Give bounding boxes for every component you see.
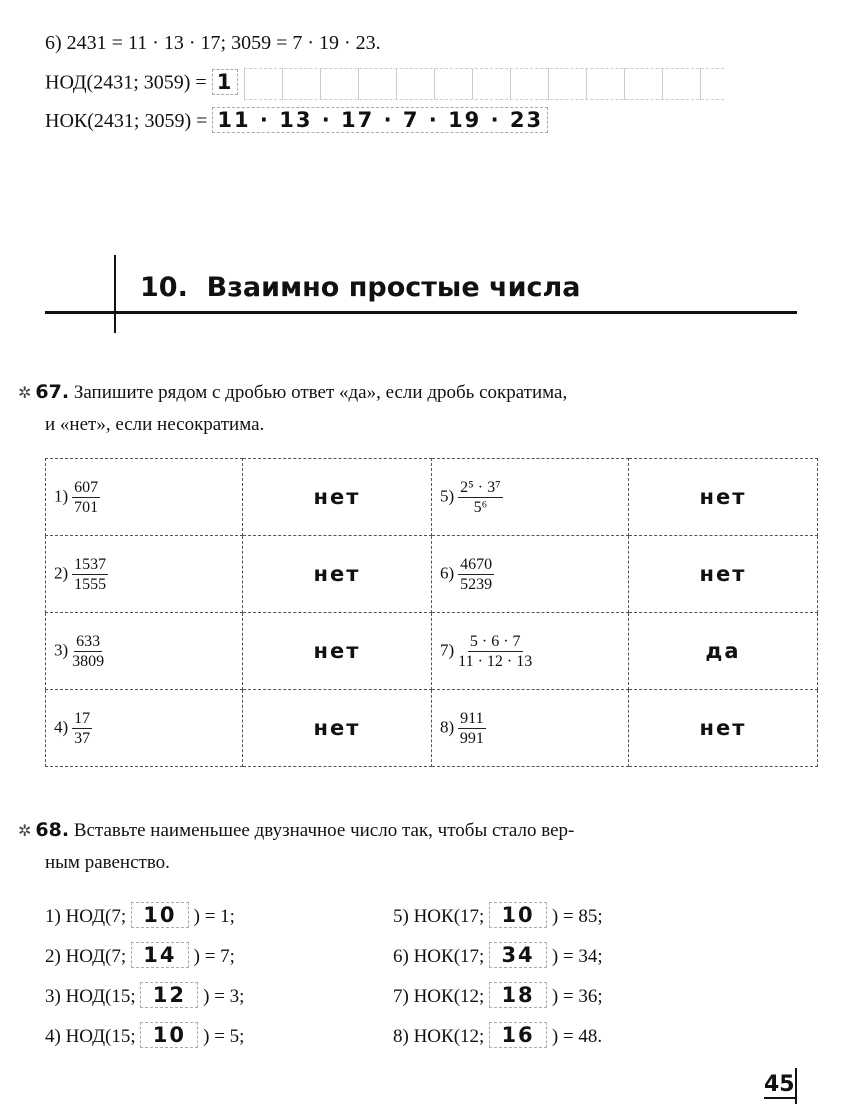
equation-suffix: ) = 3; bbox=[203, 986, 245, 1007]
fraction-cell bbox=[432, 536, 629, 613]
fraction bbox=[458, 478, 502, 517]
answer-box: 18 bbox=[489, 982, 547, 1008]
numerator: 2⁵ · 3⁷ bbox=[460, 478, 501, 496]
task-text: Запишите рядом с дробью ответ «да», если дробь сократима, bbox=[73, 382, 568, 403]
equation-item bbox=[45, 942, 235, 968]
answer-box: 16 bbox=[489, 1022, 547, 1048]
equation-prefix: 3) НОД(15; bbox=[45, 986, 136, 1007]
answer-box: 10 bbox=[131, 902, 189, 928]
task-text: ным равенство. bbox=[45, 852, 170, 873]
answer-box: 34 bbox=[489, 942, 547, 968]
fraction-cell bbox=[432, 613, 629, 690]
gcd-line bbox=[45, 68, 724, 100]
numerator: 5 · 6 · 7 bbox=[469, 632, 521, 650]
fractions-table bbox=[45, 458, 818, 767]
answer-cell: да bbox=[629, 613, 818, 690]
answer-cell: нет bbox=[243, 690, 432, 767]
gcd-answer: 1 bbox=[212, 69, 239, 95]
equation-prefix: 5) НОК(17; bbox=[393, 906, 485, 927]
answer-box: 10 bbox=[489, 902, 547, 928]
denominator: 5⁶ bbox=[473, 498, 488, 516]
table-row bbox=[46, 459, 818, 536]
table-row bbox=[46, 690, 818, 767]
table-row bbox=[46, 613, 818, 690]
denominator: 3809 bbox=[72, 652, 105, 670]
lcm-line bbox=[45, 107, 548, 133]
equation-prefix: 6) НОК(17; bbox=[393, 946, 485, 967]
equation-item bbox=[393, 982, 603, 1008]
numerator: 4670 bbox=[460, 555, 493, 573]
equation-item bbox=[393, 942, 603, 968]
answer-box: 14 bbox=[131, 942, 189, 968]
equation-item bbox=[393, 902, 603, 928]
item-label: 1) bbox=[54, 485, 69, 505]
task-68 bbox=[18, 815, 574, 878]
answer-cell: нет bbox=[629, 459, 818, 536]
fraction bbox=[72, 555, 108, 594]
answer-cell: нет bbox=[243, 459, 432, 536]
equation-item bbox=[45, 902, 235, 928]
task-number: 67. bbox=[35, 381, 70, 403]
fraction bbox=[458, 555, 494, 594]
equation-item bbox=[45, 982, 244, 1008]
equation-suffix: ) = 48. bbox=[551, 1026, 603, 1047]
lcm-label: НОК(2431; 3059) = bbox=[45, 110, 208, 132]
denominator: 701 bbox=[74, 498, 99, 516]
section-number: 10. bbox=[140, 272, 188, 303]
numerator: 911 bbox=[460, 709, 484, 727]
answer-cell: нет bbox=[243, 536, 432, 613]
equation-suffix: ) = 85; bbox=[551, 906, 603, 927]
equation-suffix: ) = 1; bbox=[193, 906, 235, 927]
denominator: 5239 bbox=[460, 575, 493, 593]
fraction-cell bbox=[46, 613, 243, 690]
equation-prefix: 8) НОК(12; bbox=[393, 1026, 485, 1047]
numerator: 607 bbox=[74, 478, 99, 496]
numerator: 633 bbox=[76, 632, 101, 650]
gcd-label: НОД(2431; 3059) = bbox=[45, 71, 207, 94]
answer-box: 12 bbox=[140, 982, 198, 1008]
answer-cell: нет bbox=[629, 690, 818, 767]
fraction bbox=[72, 632, 104, 671]
equation-prefix: 1) НОД(7; bbox=[45, 906, 127, 927]
fraction-cell bbox=[46, 690, 243, 767]
answer-box: 10 bbox=[140, 1022, 198, 1048]
task-67 bbox=[18, 377, 567, 440]
fraction bbox=[72, 709, 92, 748]
equation-prefix: 4) НОД(15; bbox=[45, 1026, 136, 1047]
item-label: 8) bbox=[440, 716, 455, 736]
equation-suffix: ) = 36; bbox=[551, 986, 603, 1007]
denominator: 991 bbox=[459, 729, 484, 747]
page-number-rule bbox=[795, 1068, 797, 1104]
equation-item bbox=[393, 1022, 602, 1048]
fraction-cell bbox=[432, 690, 629, 767]
equation-item bbox=[45, 1022, 244, 1048]
item-label: 6) bbox=[440, 562, 455, 582]
equation-suffix: ) = 5; bbox=[203, 1026, 245, 1047]
fraction-cell bbox=[432, 459, 629, 536]
fraction bbox=[72, 478, 100, 517]
fraction bbox=[458, 709, 485, 748]
equation-prefix: 7) НОК(12; bbox=[393, 986, 485, 1007]
item-label: 2) bbox=[54, 562, 69, 582]
numerator: 1537 bbox=[74, 555, 107, 573]
denominator: 37 bbox=[74, 729, 91, 747]
task-text: и «нет», если несократима. bbox=[45, 414, 265, 435]
answer-cell: нет bbox=[243, 613, 432, 690]
section-heading bbox=[140, 272, 581, 303]
fraction-cell bbox=[46, 536, 243, 613]
numerator: 17 bbox=[74, 709, 91, 727]
lcm-answer: 11 · 13 · 17 · 7 · 19 · 23 bbox=[212, 107, 548, 133]
heading-vertical-rule bbox=[114, 255, 116, 333]
page-number: 45 bbox=[764, 1072, 795, 1097]
denominator: 11 · 12 · 13 bbox=[458, 652, 533, 670]
factorization-line: 6) 2431 = 11 · 13 · 17; 3059 = 7 · 19 · 23. bbox=[45, 32, 381, 54]
item-label: 7) bbox=[440, 639, 455, 659]
equation-prefix: 2) НОД(7; bbox=[45, 946, 127, 967]
fraction-cell bbox=[46, 459, 243, 536]
heading-horizontal-rule bbox=[45, 311, 797, 314]
item-label: 5) bbox=[440, 485, 455, 505]
table-row bbox=[46, 536, 818, 613]
section-title: Взаимно простые числа bbox=[206, 272, 581, 303]
denominator: 1555 bbox=[74, 575, 107, 593]
task-marker-icon: ✲ bbox=[18, 823, 32, 840]
fraction bbox=[458, 632, 532, 671]
item-label: 4) bbox=[54, 716, 69, 736]
item-label: 3) bbox=[54, 639, 69, 659]
equation-suffix: ) = 34; bbox=[551, 946, 603, 967]
equation-suffix: ) = 7; bbox=[193, 946, 235, 967]
answer-cell: нет bbox=[629, 536, 818, 613]
task-text: Вставьте наименьшее двузначное число так, чтобы стало вер- bbox=[73, 820, 575, 841]
task-marker-icon: ✲ bbox=[18, 385, 32, 402]
task-number: 68. bbox=[35, 819, 70, 841]
answer-grid bbox=[244, 68, 724, 100]
